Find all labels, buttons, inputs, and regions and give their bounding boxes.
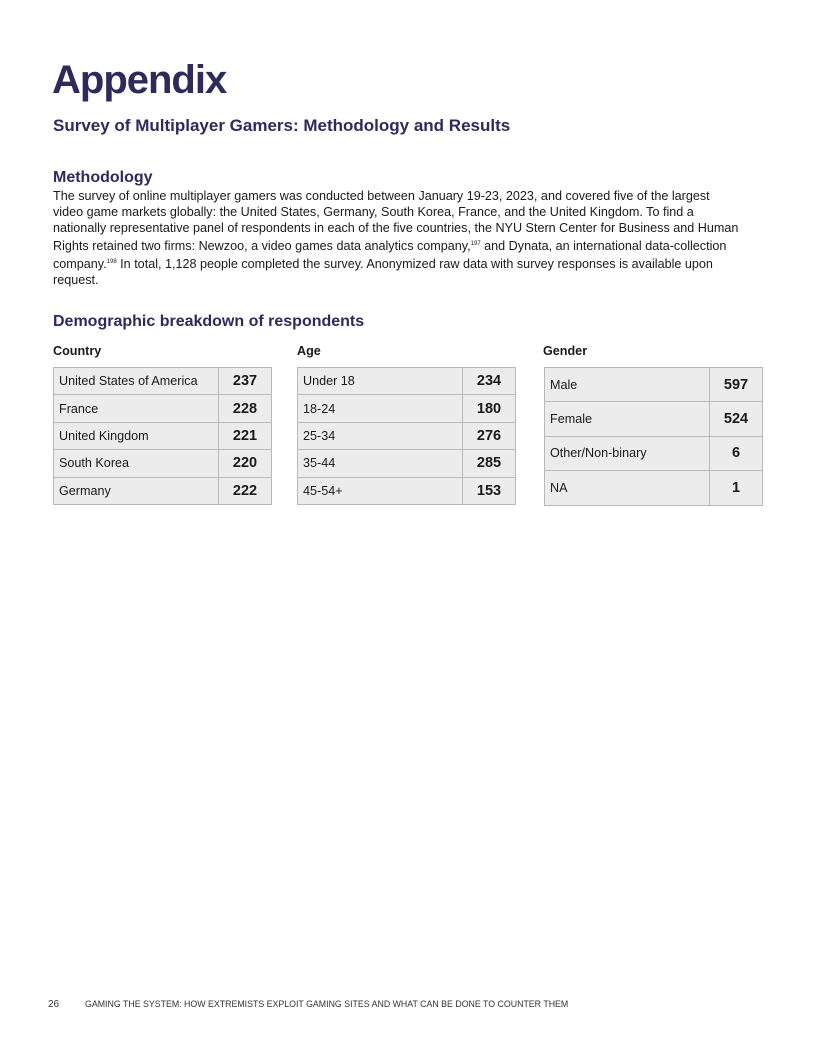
country-name: United Kingdom: [54, 422, 219, 449]
gender-count: 6: [710, 436, 763, 470]
age-label: Age: [297, 344, 321, 358]
age-table: [297, 367, 516, 505]
age-group: Under 18: [298, 368, 463, 395]
page-footer: [48, 999, 568, 1010]
table-row: [298, 395, 516, 422]
table-row: [298, 422, 516, 449]
gender-count: 597: [710, 368, 763, 402]
gender-name: Female: [545, 402, 710, 436]
table-row: [54, 422, 272, 449]
country-count: 221: [219, 422, 272, 449]
age-count: 285: [463, 450, 516, 477]
page-number: 26: [48, 999, 60, 1010]
age-group: 45-54+: [298, 477, 463, 504]
table-row: [545, 368, 763, 402]
table-row: [298, 450, 516, 477]
page-title: Appendix: [52, 58, 227, 102]
age-group: 35-44: [298, 450, 463, 477]
table-row: [298, 368, 516, 395]
gender-label: Gender: [543, 344, 588, 358]
table-row: [545, 402, 763, 436]
table-row: [54, 477, 272, 504]
methodology-text-1: The survey of online multiplayer gamers was conducted between January 19-23, 2023, and covered five of the largest video game markets globally: the United States, Germany, South Korea, France, and the United Kingdom. To find a nationally representative panel of respondents in each of the five countries, the NYU Stern Center for Business and Human Rights retained two firms: Newzoo, a video games data analytics company,: [53, 189, 739, 253]
gender-name: NA: [545, 471, 710, 505]
running-title: GAMING THE SYSTEM: HOW EXTREMISTS EXPLOIT GAMING SITES AND WHAT CAN BE DONE TO COUNTER THEM: [85, 999, 569, 1009]
methodology-text-2: and Dynata, an international data-collection company.: [53, 239, 727, 271]
table-row: [54, 450, 272, 477]
footnote-ref-197: 197: [470, 241, 481, 247]
table-row: [545, 471, 763, 505]
age-count: 153: [463, 477, 516, 504]
table-row: [545, 436, 763, 470]
age-group: 25-34: [298, 422, 463, 449]
country-count: 228: [219, 395, 272, 422]
gender-count: 1: [710, 471, 763, 505]
country-name: Germany: [54, 477, 219, 504]
country-label: Country: [53, 344, 102, 358]
gender-count: 524: [710, 402, 763, 436]
age-group: 18-24: [298, 395, 463, 422]
methodology-paragraph: [53, 188, 743, 288]
country-count: 222: [219, 477, 272, 504]
gender-table: [544, 367, 763, 506]
demographics-heading: Demographic breakdown of respondents: [53, 313, 365, 330]
country-count: 237: [219, 368, 272, 395]
table-row: [54, 395, 272, 422]
country-table: [53, 367, 272, 505]
gender-name: Male: [545, 368, 710, 402]
page-subtitle: Survey of Multiplayer Gamers: Methodology and Results: [53, 116, 511, 135]
gender-name: Other/Non-binary: [545, 436, 710, 470]
country-name: South Korea: [54, 450, 219, 477]
country-count: 220: [219, 450, 272, 477]
footnote-ref-198: 198: [106, 259, 117, 265]
methodology-text-3: In total, 1,128 people completed the survey. Anonymized raw data with survey responses is available upon request.: [53, 257, 713, 287]
age-count: 234: [463, 368, 516, 395]
country-name: United States of America: [54, 368, 219, 395]
table-row: [54, 368, 272, 395]
table-row: [298, 477, 516, 504]
methodology-heading: Methodology: [53, 169, 153, 186]
country-name: France: [54, 395, 219, 422]
age-count: 180: [463, 395, 516, 422]
age-count: 276: [463, 422, 516, 449]
